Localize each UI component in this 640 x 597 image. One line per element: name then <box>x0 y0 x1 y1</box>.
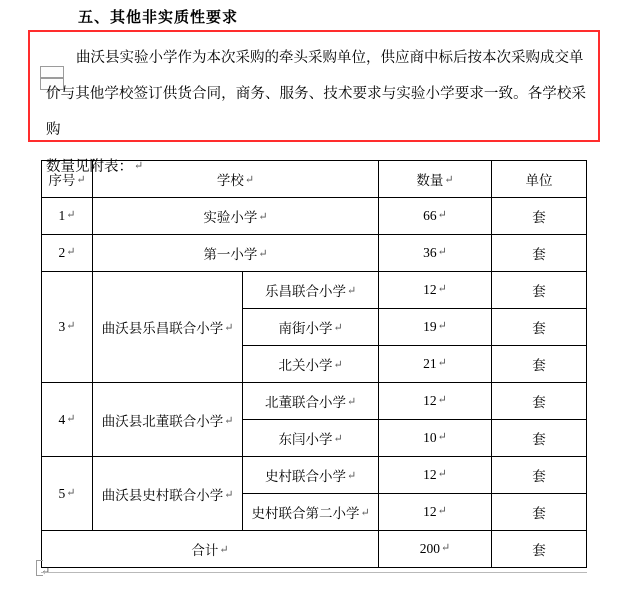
paragraph-line-3: 数量见附表： <box>46 159 133 175</box>
pilcrow-mark: ↵ <box>224 414 234 427</box>
paragraph-line-2: 价与其他学校签订供货合同，商务、服务、技术要求与实验小学要求一致。各学校采购 <box>46 86 586 138</box>
pilcrow-mark: ↵ <box>437 394 447 406</box>
table-header-row <box>42 161 587 198</box>
cell-value-no: 1 <box>58 208 66 223</box>
cell-value-subschool: 北关小学 <box>278 358 333 373</box>
cell-value-unit: 套 <box>532 321 546 336</box>
cell-value-no: 2 <box>58 245 66 260</box>
section-heading: 五、其他非实质性要求 <box>78 10 239 26</box>
table-row <box>42 235 587 272</box>
pilcrow-mark: ↵ <box>219 544 229 556</box>
pilcrow-mark: ↵ <box>66 246 76 258</box>
total-label: 合计 <box>191 543 219 558</box>
cell-value-unit: 套 <box>532 469 546 484</box>
table-row <box>42 198 587 235</box>
header-label-quantity: 数量 <box>416 173 444 188</box>
cell-subschool <box>243 420 379 457</box>
cell-school-group <box>93 457 243 531</box>
pilcrow-mark: ↵ <box>66 209 76 221</box>
school-quantity-table <box>41 160 587 568</box>
cell-value-quantity: 12 <box>423 504 437 519</box>
pilcrow-mark: ↵ <box>333 433 343 445</box>
cell-value-school: 曲沃县北董联合小学 <box>101 413 224 429</box>
table-total-row <box>42 531 587 568</box>
cell-quantity <box>379 457 492 494</box>
pilcrow-mark: ↵ <box>437 246 447 258</box>
cell-value-subschool: 史村联合小学 <box>264 469 346 484</box>
total-unit: 套 <box>532 543 546 558</box>
cell-value-no: 5 <box>58 485 66 501</box>
cell-subschool <box>243 272 379 309</box>
table-row <box>42 383 587 420</box>
cell-subschool <box>243 346 379 383</box>
cell-value-unit: 套 <box>532 284 546 299</box>
cell-quantity <box>379 420 492 457</box>
cell-value-subschool: 北董联合小学 <box>264 395 346 410</box>
pilcrow-mark: ↵ <box>444 174 454 186</box>
cell-no <box>42 383 93 457</box>
cell-value-quantity: 12 <box>423 393 437 408</box>
header-cell-school <box>93 161 379 198</box>
cell-value-quantity: 10 <box>423 430 437 445</box>
cell-total-quantity <box>379 531 492 568</box>
pilcrow-mark: ↵ <box>66 320 76 332</box>
footer-pilcrow-mark: ↵ <box>41 566 51 578</box>
cell-total-unit <box>492 531 587 568</box>
cell-quantity <box>379 235 492 272</box>
pilcrow-mark: ↵ <box>258 248 268 260</box>
cell-value-no: 3 <box>58 319 66 334</box>
cell-value-unit: 套 <box>532 395 546 410</box>
cell-unit <box>492 346 587 383</box>
header-cell-no <box>42 161 93 198</box>
cell-value-quantity: 66 <box>423 208 437 223</box>
cell-value-unit: 套 <box>532 432 546 447</box>
cell-value-subschool: 东闫小学 <box>278 432 333 447</box>
pilcrow-mark: ↵ <box>437 505 447 517</box>
cell-school-group <box>93 272 243 383</box>
cell-unit <box>492 457 587 494</box>
pilcrow-mark: ↵ <box>66 486 76 499</box>
cell-value-school: 第一小学 <box>203 247 258 262</box>
cell-value-subschool: 乐昌联合小学 <box>264 284 346 299</box>
cell-unit <box>492 272 587 309</box>
cell-no <box>42 198 93 235</box>
cell-quantity <box>379 198 492 235</box>
cell-school-group <box>93 383 243 457</box>
cell-no <box>42 235 93 272</box>
cell-unit <box>492 309 587 346</box>
cell-no <box>42 457 93 531</box>
header-label-no: 序号 <box>48 173 76 188</box>
pilcrow-mark: ↵ <box>360 507 370 519</box>
header-cell-unit <box>492 161 587 198</box>
highlighted-paragraph-box <box>28 30 600 175</box>
pilcrow-mark: ↵ <box>437 283 447 295</box>
pilcrow-mark: ↵ <box>134 160 144 172</box>
cell-value-quantity: 12 <box>423 282 437 297</box>
pilcrow-mark: ↵ <box>346 396 357 408</box>
cell-value-quantity: 36 <box>423 245 437 260</box>
pilcrow-mark: ↵ <box>437 431 447 443</box>
cell-school <box>93 198 379 235</box>
page-break-line <box>41 572 587 573</box>
pilcrow-mark: ↵ <box>244 174 255 186</box>
cell-unit <box>492 383 587 420</box>
table-row <box>42 272 587 309</box>
cell-unit <box>492 494 587 531</box>
cell-subschool <box>243 457 379 494</box>
pilcrow-mark: ↵ <box>437 468 447 480</box>
cell-quantity <box>379 494 492 531</box>
cell-value-subschool: 史村联合第二小学 <box>251 506 360 521</box>
cell-value-quantity: 21 <box>423 356 437 371</box>
cell-value-school: 曲沃县史村联合小学 <box>101 487 224 503</box>
total-quantity: 200 <box>419 541 441 556</box>
cell-unit <box>492 198 587 235</box>
pilcrow-mark: ↵ <box>224 488 234 501</box>
cell-subschool <box>243 383 379 420</box>
pilcrow-mark: ↵ <box>224 322 234 334</box>
cell-value-unit: 套 <box>532 358 546 373</box>
pilcrow-mark: ↵ <box>76 174 86 186</box>
cell-subschool <box>243 494 379 531</box>
cell-quantity <box>379 309 492 346</box>
pilcrow-mark: ↵ <box>441 542 451 554</box>
header-cell-quantity <box>379 161 492 198</box>
header-label-school: 学校 <box>216 173 244 188</box>
cell-value-quantity: 19 <box>423 319 437 334</box>
cell-value-subschool: 南街小学 <box>278 321 333 336</box>
cell-value-school: 曲沃县乐昌联合小学 <box>101 321 224 336</box>
cell-unit <box>492 235 587 272</box>
pilcrow-mark: ↵ <box>258 211 268 223</box>
cell-value-no: 4 <box>58 411 66 427</box>
pilcrow-mark: ↵ <box>437 320 447 332</box>
cell-value-school: 实验小学 <box>203 210 258 225</box>
table-row <box>42 457 587 494</box>
cell-value-quantity: 12 <box>423 467 437 482</box>
cell-subschool <box>243 309 379 346</box>
cell-quantity <box>379 346 492 383</box>
cell-total-label <box>42 531 379 568</box>
header-label-unit: 单位 <box>525 173 553 188</box>
pilcrow-mark: ↵ <box>333 359 343 371</box>
cell-quantity <box>379 383 492 420</box>
cell-value-unit: 套 <box>532 247 546 262</box>
cell-value-unit: 套 <box>532 210 546 225</box>
cell-school <box>93 235 379 272</box>
cell-unit <box>492 420 587 457</box>
pilcrow-mark: ↵ <box>333 322 343 334</box>
paragraph-line-1: 曲沃县实验小学作为本次采购的牵头采购单位，供应商中标后按本次采购成交单 <box>76 50 584 66</box>
cell-quantity <box>379 272 492 309</box>
pilcrow-mark: ↵ <box>437 209 447 221</box>
pilcrow-mark: ↵ <box>346 470 357 482</box>
pilcrow-mark: ↵ <box>437 357 447 369</box>
cell-no <box>42 272 93 383</box>
pilcrow-mark: ↵ <box>66 412 76 425</box>
pilcrow-mark: ↵ <box>346 285 357 297</box>
cell-value-unit: 套 <box>532 506 546 521</box>
